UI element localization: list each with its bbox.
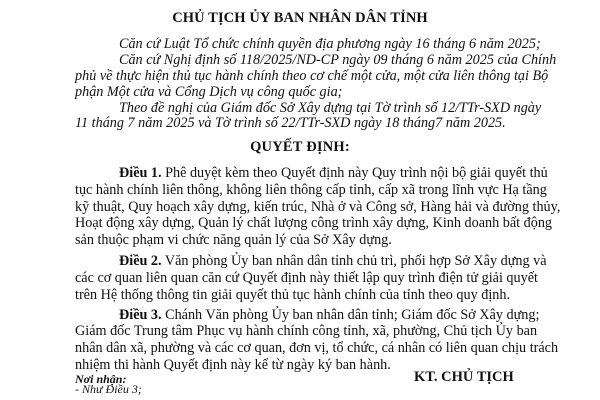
- preamble-line-6: 11 tháng 7 năm 2025 và Tờ trình số 22/TTr-SXD ngày 18 tháng7 năm 2025.: [75, 115, 506, 132]
- article-2-label: Điều 2.: [119, 253, 162, 270]
- article-3-label: Điều 3.: [119, 306, 162, 323]
- article-1-first-line: [119, 164, 548, 182]
- recipients-label: Nơi nhận:: [75, 371, 127, 386]
- article-3-text-2: Giám đốc Trung tâm Phục vụ hành chính công tỉnh, xã, phường, Chủ tịch Ủy ban: [75, 323, 538, 340]
- article-3-first-line: [119, 306, 539, 324]
- preamble-line-3: phủ về thực hiện thủ tục hành chính theo cơ chế một cửa, một cửa liên thông tại Bộ: [75, 67, 549, 84]
- preamble-line-5: Theo đề nghị của Giám đốc Sở Xây dựng tại Tờ trình số 12/TTr-SXD ngày: [119, 99, 542, 116]
- article-1-text-5: sản thuộc phạm vi chức năng quản lý của Sở Xây dựng.: [75, 232, 392, 248]
- article-3-text-1: Chánh Văn phòng Ủy ban nhân dân tỉnh; Giám đốc Sở Xây dựng;: [161, 306, 540, 323]
- document-title: CHỦ TỊCH ỦY BAN NHÂN DÂN TỈNH: [172, 10, 428, 26]
- article-1-text-4: Hoạt động xây dựng, Quản lý chất lượng công trình xây dựng, Kinh doanh bất động: [75, 215, 553, 232]
- article-2-text-3: trên Hệ thống thông tin giải quyết thủ tục hành chính của tỉnh theo quy định.: [75, 286, 511, 303]
- article-1-text-3: kỹ thuật, Quy hoạch xây dựng, kiến trúc, Nhà ở và Công sở, Hàng hải và đường thủy,: [75, 198, 561, 215]
- signature-title: KT. CHỦ TỊCH: [414, 369, 514, 385]
- article-2-first-line: [119, 252, 547, 270]
- article-3-text-3: nhân dân xã, phường và các cơ quan, đơn vị, tổ chức, cá nhân có liên quan chịu trách: [75, 340, 559, 356]
- decision-heading: QUYẾT ĐỊNH:: [250, 139, 350, 155]
- article-2-text-1: Văn phòng Ủy ban nhân dân tỉnh chủ trì, phối hợp Sở Xây dựng và: [161, 253, 547, 270]
- article-2-text-2: các cơ quan liên quan căn cứ Quyết định này thiết lập quy trình điện tử giải quyết: [75, 269, 538, 286]
- preamble-line-1: Căn cứ Luật Tổ chức chính quyền địa phương ngày 16 tháng 6 năm 2025;: [119, 36, 541, 53]
- article-3-text-4: nhiệm thi hành Quyết định này kể từ ngày ký ban hành.: [75, 356, 391, 373]
- preamble-line-2: Căn cứ Nghị định số 118/2025/ND-CP ngày 09 tháng 6 năm 2025 của Chính: [119, 52, 557, 69]
- article-1-text-2: tục hành chính liên thông, không liên thông cấp tỉnh, cấp xã trong lĩnh vực Hạ tầng: [75, 182, 547, 198]
- article-1-text-1: Phê duyệt kèm theo Quyết định này Quy trình nội bộ giải quyết thủ: [161, 165, 548, 182]
- preamble-line-4: phận Một cửa và Cổng Dịch vụ công quốc gia;: [75, 83, 343, 100]
- article-1-label: Điều 1.: [119, 165, 162, 182]
- recipients-item-partial: - Như Điều 3;: [75, 382, 142, 396]
